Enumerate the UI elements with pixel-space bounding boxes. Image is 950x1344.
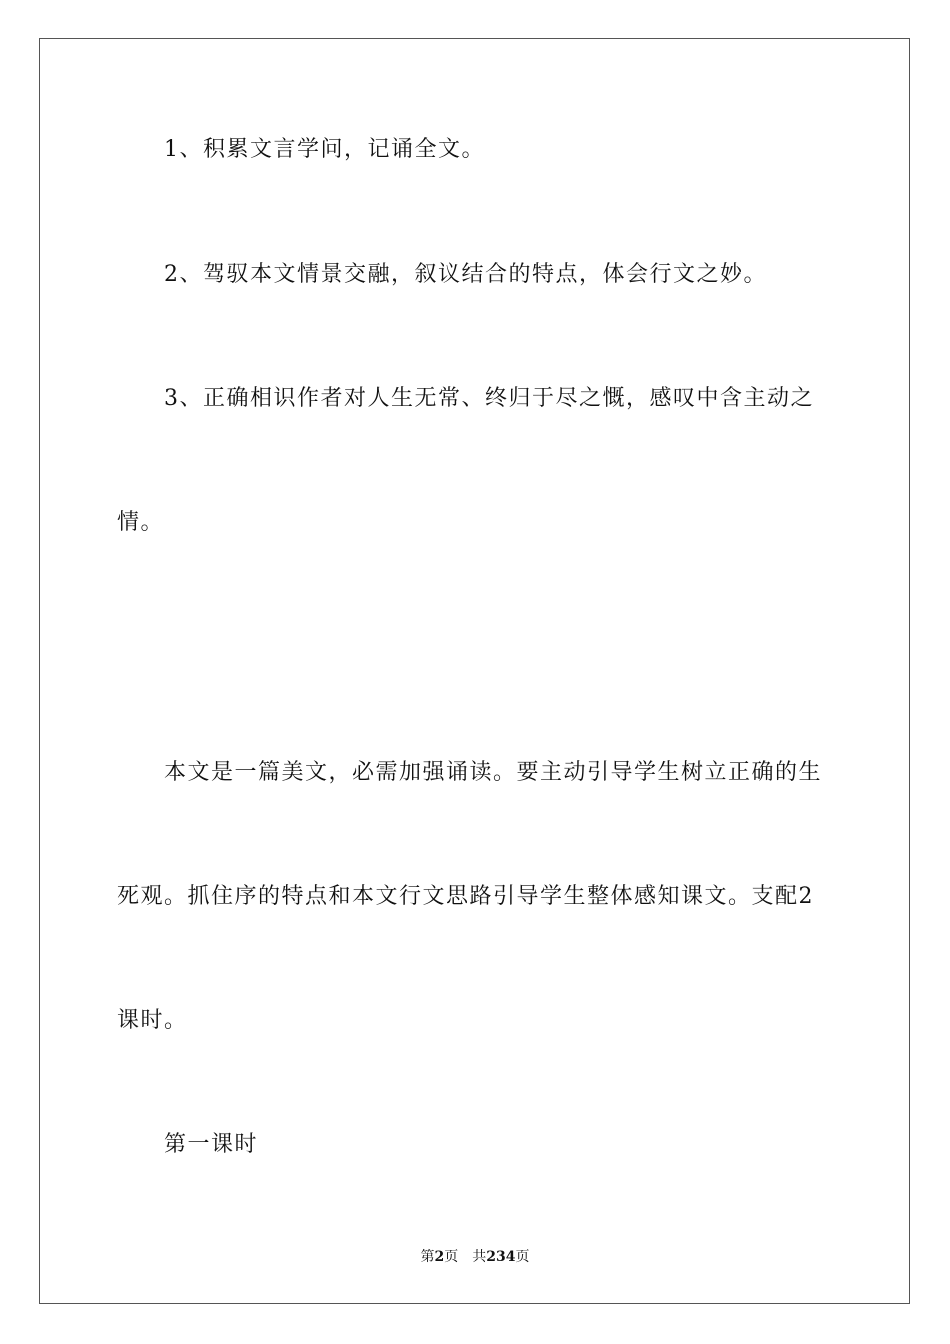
objective-3-line-1: 3、正确相识作者对人生无常、终归于尽之慨，感叹中含主动之 <box>164 386 814 411</box>
paragraph-line-1: 本文是一篇美文，必需加强诵读。要主动引导学生树立正确的生 <box>164 760 823 785</box>
lesson-heading: 第一课时 <box>164 1132 259 1157</box>
paragraph-line-3: 课时。 <box>117 1008 188 1033</box>
objective-2: 2、驾驭本文情景交融，叙议结合的特点，体会行文之妙。 <box>164 262 767 287</box>
page-footer <box>0 1248 950 1266</box>
objective-3-line-2: 情。 <box>117 510 165 535</box>
page-border <box>39 38 910 1304</box>
total-suffix: 页 <box>515 1249 530 1265</box>
total-pages: 234 <box>486 1249 516 1265</box>
total-prefix: 共 <box>472 1249 487 1265</box>
page-suffix: 页 <box>444 1249 459 1265</box>
objective-1: 1、积累文言学问，记诵全文。 <box>164 137 485 162</box>
paragraph-line-2: 死观。抓住序的特点和本文行文思路引导学生整体感知课文。支配2 <box>117 884 814 909</box>
page-prefix: 第 <box>420 1249 435 1265</box>
page-number: 2 <box>434 1249 445 1265</box>
